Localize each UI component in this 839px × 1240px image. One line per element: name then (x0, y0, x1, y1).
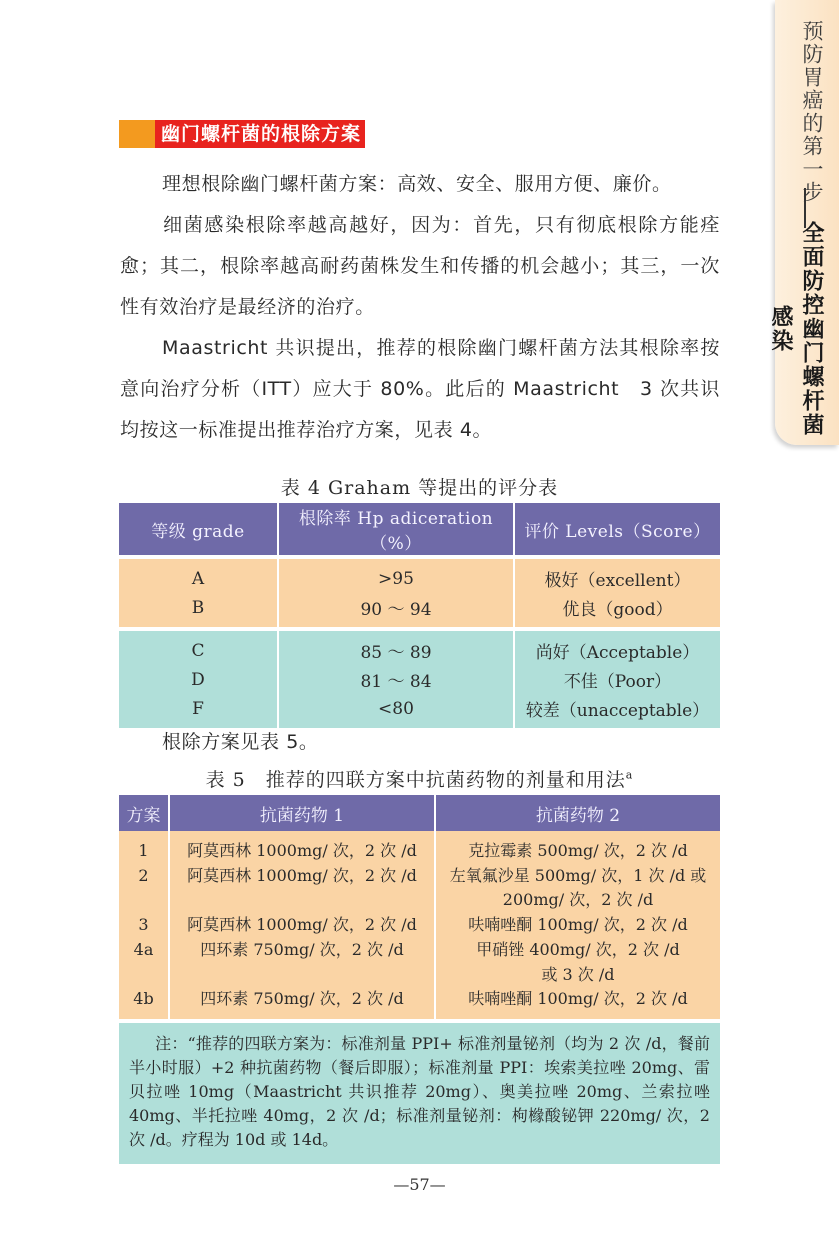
table5-caption-superscript: a (625, 768, 634, 782)
table-row (119, 987, 720, 1021)
table-cell: 四环素 750mg/ 次，2 次 /d (169, 938, 435, 987)
table5-note-text: 注：“推荐的四联方案为：标准剂量 PPI+ 标准剂量铋剂（均为 2 次 /d，餐前半小时服）+2 种抗菌药物（餐后即服）；标准剂量 PPI：埃索美拉唑 20mg、雷贝拉唑 10mg（Maastricht 共识推荐 20mg）、奥美拉唑 20mg、兰索拉唑 40mg、半托拉唑 40mg，2 次 /d；标准剂量铋剂：枸橼酸铋钾 220mg/ 次，2 次 /d。疗程为 10d 或 14d。 (129, 1033, 710, 1149)
table5-header-cell: 方案 (119, 795, 169, 831)
table-cell: 克拉霉素 500mg/ 次，2 次 /d (435, 831, 720, 864)
paragraph-3 (120, 328, 720, 451)
table-cell: 甲硝锉 400mg/ 次，2 次 /d 或 3 次 /d (435, 938, 720, 987)
table4-grading (119, 503, 720, 728)
page-number: —57— (393, 1175, 446, 1194)
table-cell: 85 ～ 89 (278, 631, 514, 665)
table-cell: 3 (119, 913, 169, 938)
table-cell: 81 ～ 84 (278, 665, 514, 694)
table5-caption-text: 表 5 推荐的四联方案中抗菌药物的剂量和用法 (205, 769, 626, 791)
table4-caption: 表 4 Graham 等提出的评分表 (280, 477, 559, 499)
table-cell: 较差（unacceptable） (514, 694, 720, 728)
table-cell: 尚好（Acceptable） (514, 631, 720, 665)
table-row (119, 631, 720, 665)
paragraph-table5-ref-text: 根除方案见表 5。 (162, 731, 319, 753)
table5-note-row (119, 1021, 720, 1164)
table-cell: 阿莫西林 1000mg/ 次，2 次 /d (169, 864, 435, 913)
table-cell: 2 (119, 864, 169, 913)
paragraph-table5-ref (120, 722, 720, 763)
table-row (119, 913, 720, 938)
table5-regimens (119, 795, 720, 1164)
table-row (119, 831, 720, 864)
table-cell: F (119, 694, 278, 728)
table5-note (119, 1021, 720, 1164)
table-cell: 四环素 750mg/ 次，2 次 /d (169, 987, 435, 1021)
table-cell: A (119, 559, 278, 593)
table-row (119, 665, 720, 694)
paragraph-3-text: Maastricht 共识提出，推荐的根除幽门螺杆菌方法其根除率按意向治疗分析（ITT）应大于 80%。此后的 Maastricht 3 次共识均按这一标准提出推荐治疗方案，见表 4。 (120, 337, 720, 441)
table5-header-cell: 抗菌药物 2 (435, 795, 720, 831)
table-cell: <80 (278, 694, 514, 728)
table-cell: B (119, 593, 278, 627)
section-heading-marker (119, 120, 155, 148)
table-cell: 4b (119, 987, 169, 1021)
table-cell: 1 (119, 831, 169, 864)
table-cell: 阿莫西林 1000mg/ 次，2 次 /d (169, 913, 435, 938)
table-cell: C (119, 631, 278, 665)
table-cell: 左氧氟沙星 500mg/ 次，1 次 /d 或 200mg/ 次，2 次 /d (435, 864, 720, 913)
table-cell: 呋喃唑酮 100mg/ 次，2 次 /d (435, 987, 720, 1021)
table5-caption (119, 765, 720, 792)
table-cell: >95 (278, 559, 514, 593)
table5-header-cell: 抗菌药物 1 (169, 795, 435, 831)
table-row (119, 593, 720, 627)
table-cell: 阿莫西林 1000mg/ 次，2 次 /d (169, 831, 435, 864)
table5-header-row (119, 795, 720, 831)
table-cell: 90 ～ 94 (278, 593, 514, 627)
paragraph-2 (120, 205, 720, 328)
table-cell: 极好（excellent） (514, 559, 720, 593)
table-row (119, 559, 720, 593)
table-row (119, 938, 720, 987)
table-cell: 优良（good） (514, 593, 720, 627)
paragraph-2-text: 细菌感染根除率越高越好，因为：首先，只有彻底根除方能痊愈；其二，根除率越高耐药菌株发生和传播的机会越小；其三，一次性有效治疗是最经济的治疗。 (120, 214, 720, 318)
chapter-side-tab (768, 0, 839, 445)
table4-header-cell: 评价 Levels（Score） (514, 503, 720, 555)
paragraph-1 (120, 164, 720, 205)
table-cell: 呋喃唑酮 100mg/ 次，2 次 /d (435, 913, 720, 938)
side-tab-lower-text: 全面防控幽门螺杆菌感染 (768, 220, 824, 437)
table4-header-cell: 根除率 Hp adiceration（%） (278, 503, 514, 555)
table4-header-row (119, 503, 720, 555)
table-cell: 4a (119, 938, 169, 987)
table-cell: 不佳（Poor） (514, 665, 720, 694)
table-row (119, 864, 720, 913)
side-tab-upper-text: 预防胃癌的第一步 (800, 20, 824, 204)
paragraph-1-text: 理想根除幽门螺杆菌方案：高效、安全、服用方便、廉价。 (162, 173, 672, 195)
table4-header-cell: 等级 grade (119, 503, 278, 555)
section-heading-title: 幽门螺杆菌的根除方案 (155, 120, 365, 148)
table-cell: D (119, 665, 278, 694)
